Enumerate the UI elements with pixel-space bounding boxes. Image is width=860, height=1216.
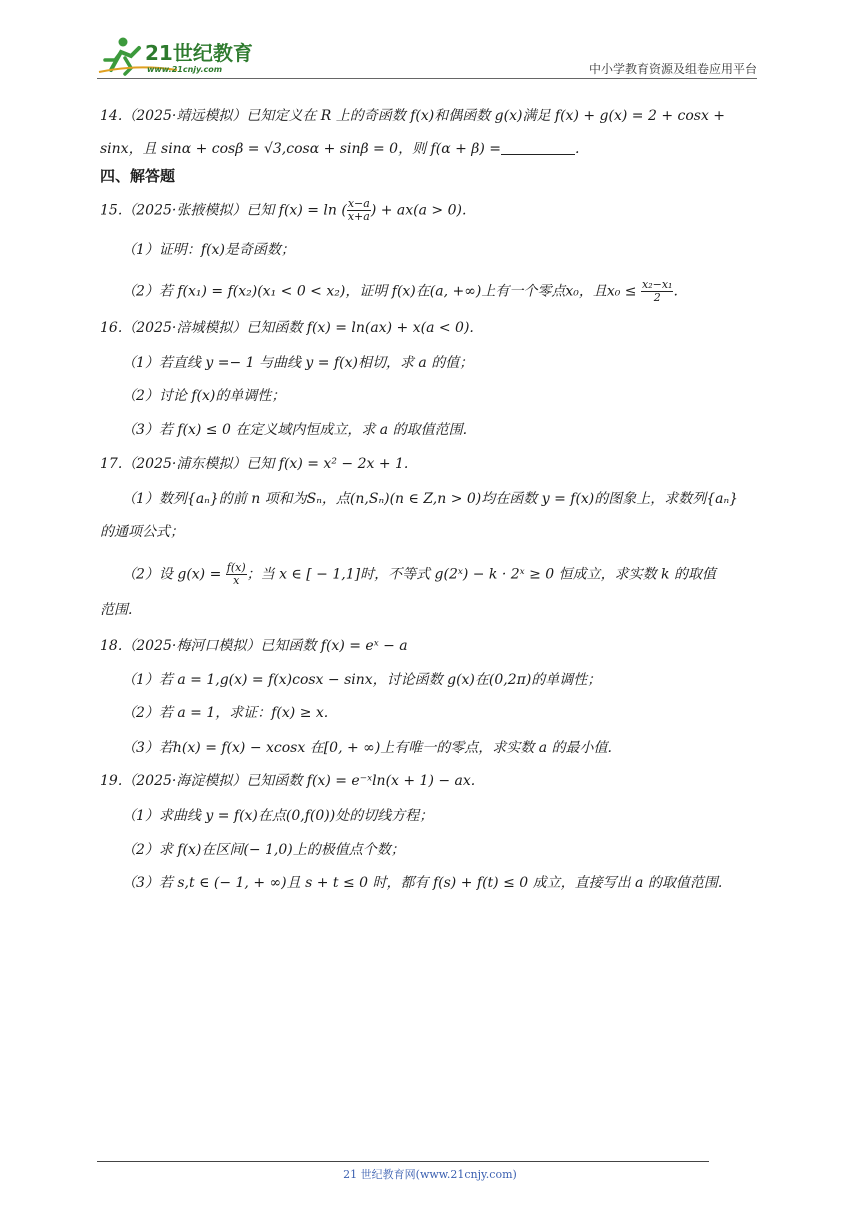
page-header xyxy=(97,30,757,80)
header-divider xyxy=(97,78,757,79)
q15-fraction xyxy=(347,198,371,223)
q15-fraction-den: x+a xyxy=(347,210,370,223)
footer-text: 21 世纪教育网(www.21cnjy.com) xyxy=(343,1168,517,1181)
q16-stem: 16.（2025·涪城模拟）已知函数 f(x) = ln(ax) + x(a < 0). xyxy=(100,320,474,336)
q15-part-2-text: （2）若 f(x₁) = f(x₂)(x₁ < 0 < x₂)，证明 f(x)在(a, +∞)上有一个零点x₀，且x₀ ≤ xyxy=(122,283,637,300)
q15-part-2-fraction-den: 2 xyxy=(653,291,661,304)
q17-fraction-num: f(x) xyxy=(226,561,246,574)
q19-part-3: （3）若 s,t ∈ (− 1, + ∞)且 s + t ≤ 0 时，都有 f(s) + f(t) ≤ 0 成立，直接写出 a 的取值范围. xyxy=(122,875,723,891)
q17-part-2-text: （2）设 g(x) = xyxy=(122,566,222,583)
q17-fraction xyxy=(226,562,247,587)
q15-stem-text: 15.（2025·张掖模拟）已知 f(x) = ln xyxy=(100,202,337,219)
q18-stem: 18.（2025·梅河口模拟）已知函数 f(x) = eˣ − a xyxy=(100,638,408,654)
q18-part-2: （2）若 a = 1，求证：f(x) ≥ x. xyxy=(122,705,329,721)
q14-line-2: sinx，且 sinα + cosβ = √3,cosα + sinβ = 0，则 f(α + β) = . xyxy=(100,141,580,157)
q18-part-3: （3）若h(x) = f(x) − xcosx 在[0, + ∞)上有唯一的零点，求实数 a 的最小值. xyxy=(122,740,612,756)
q17-part-2-tail: ；当 x ∈ [ − 1,1]时，不等式 g(2ˣ) − k · 2ˣ ≥ 0 恒成立，求实数 k 的取值 xyxy=(246,566,716,583)
footer-divider xyxy=(97,1161,709,1162)
q19-part-2: （2）求 f(x)在区间(− 1,0)上的极值点个数； xyxy=(122,842,405,858)
q16-part-2: （2）讨论 f(x)的单调性； xyxy=(122,388,286,404)
q15-part-1: （1）证明：f(x)是奇函数； xyxy=(122,242,295,258)
q16-part-1: （1）若直线 y =− 1 与曲线 y = f(x)相切，求 a 的值； xyxy=(122,355,474,371)
q15-part-2-fraction xyxy=(641,279,673,304)
platform-name: 中小学教育资源及组卷应用平台 xyxy=(588,62,757,76)
q17-part-1: （1）数列{aₙ}的前 n 项和为Sₙ，点(n,Sₙ)(n ∈ Z,n > 0)均在函数 y = f(x)的图象上，求数列{aₙ} xyxy=(122,491,739,507)
q15-part-2: （2）若 f(x₁) = f(x₂)(x₁ < 0 < x₂)，证明 f(x)在(a, +∞)上有一个零点x₀，且x₀ ≤ $\frac{\text{x₂−x₁}}{2}$ . xyxy=(122,278,678,304)
q18-part-1: （1）若 a = 1,g(x) = f(x)cosx − sinx，讨论函数 g(x)在(0,2π)的单调性； xyxy=(122,672,602,688)
logo-url-text: www.21cnjy.com xyxy=(147,65,223,74)
q16-part-3: （3）若 f(x) ≤ 0 在定义域内恒成立，求 a 的取值范围. xyxy=(122,422,468,438)
logo-icon xyxy=(97,34,257,76)
q17-stem: 17.（2025·浦东模拟）已知 f(x) = x² − 2x + 1. xyxy=(100,456,409,472)
q15-stem-tail: + ax(a > 0). xyxy=(380,202,467,219)
q17-part-1-cont: 的通项公式； xyxy=(100,524,184,540)
answer-blank xyxy=(501,140,575,155)
q17-part-2 xyxy=(122,562,716,587)
q19-stem: 19.（2025·海淀模拟）已知函数 f(x) = e⁻ˣln(x + 1) − ax. xyxy=(100,773,476,789)
q14-line-2-text: sinx，且 sinα + cosβ = √3,cosα + sinβ = 0，则 f(α + β) = xyxy=(100,141,502,157)
q15-fraction-num: x−a xyxy=(347,197,370,210)
section-title: 四、解答题 xyxy=(100,167,176,185)
q19-part-1: （1）求曲线 y = f(x)在点(0,f(0))处的切线方程； xyxy=(122,808,434,824)
logo-text: 21世纪教育 xyxy=(145,41,253,65)
q17-fraction-den: x xyxy=(233,574,240,587)
q15-part-2-fraction-num: x₂−x₁ xyxy=(642,278,673,291)
q15-stem: 15.（2025·张掖模拟）已知 f(x) = ln ( $\frac{x-a}{x+a}$ ) + ax(a > 0). xyxy=(100,197,467,223)
q14-line-1: 14.（2025·靖远模拟）已知定义在 R 上的奇函数 f(x)和偶函数 g(x)满足 f(x) + g(x) = 2 + cosx + xyxy=(100,108,726,124)
q17-part-2-cont: 范围. xyxy=(100,602,133,618)
